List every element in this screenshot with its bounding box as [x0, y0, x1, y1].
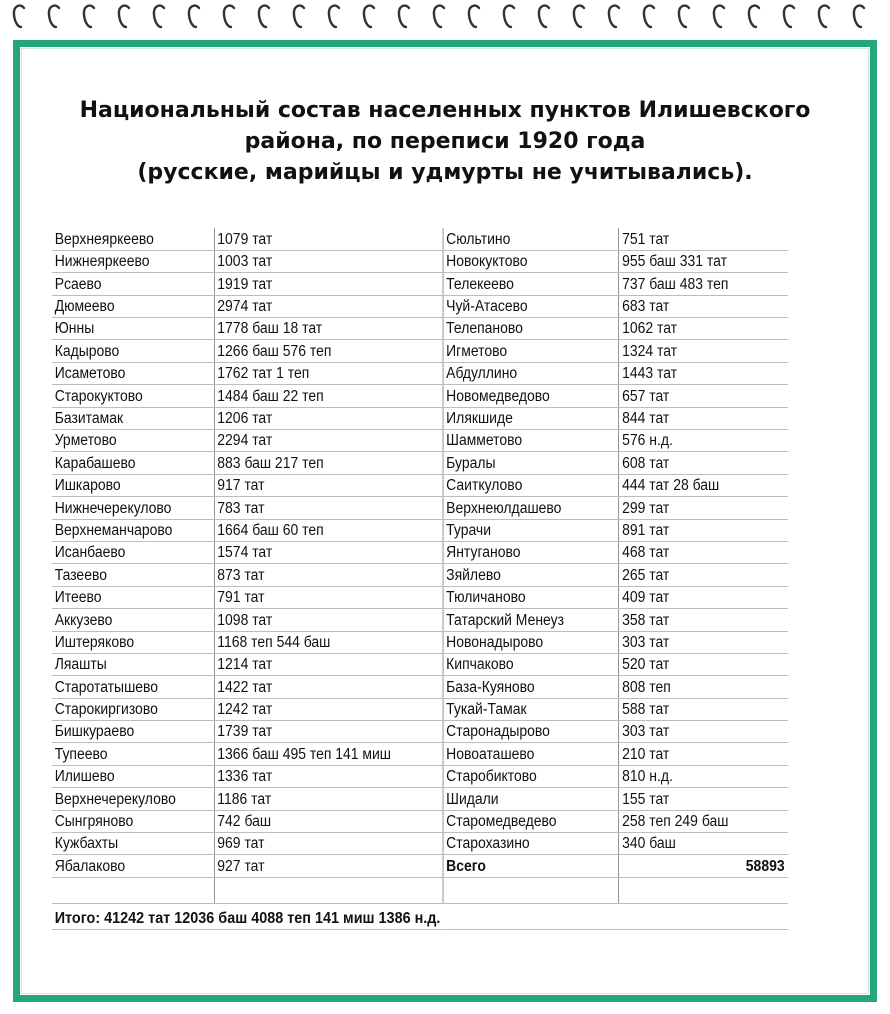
- settlement-name: Зяйлево: [443, 564, 619, 586]
- population-value: 751 тат: [619, 228, 788, 250]
- settlement-name: Кужбахты: [52, 833, 214, 855]
- spiral-ring: [259, 6, 269, 27]
- settlement-name: Абдуллино: [443, 362, 619, 384]
- table-row: [52, 250, 788, 272]
- settlement-name: Шидали: [443, 788, 619, 810]
- table-row: [52, 765, 788, 787]
- spiral-ring: [434, 6, 444, 27]
- settlement-name: Илякшиде: [443, 407, 619, 429]
- spiral-ring: [294, 6, 304, 27]
- grand-total-label: Всего: [443, 855, 619, 877]
- spiral-ring: [154, 6, 164, 27]
- settlement-name: Телекеево: [443, 273, 619, 295]
- settlement-name: Янтуганово: [443, 541, 619, 563]
- settlement-name: Верхнеюлдашево: [443, 497, 619, 519]
- spiral-ring: [84, 6, 94, 27]
- population-value: 1778 баш 18 тат: [214, 318, 443, 340]
- settlement-name: Иштеряково: [52, 631, 214, 653]
- population-value: 1266 баш 576 теп: [214, 340, 443, 362]
- population-value: 883 баш 217 теп: [214, 452, 443, 474]
- spiral-ring: [189, 6, 199, 27]
- empty-cell: [214, 877, 443, 903]
- settlement-name: База-Куяново: [443, 676, 619, 698]
- spiral-ring: [679, 6, 689, 27]
- document-frame: [13, 40, 877, 1002]
- population-value: 969 тат: [214, 833, 443, 855]
- population-value: 808 теп: [619, 676, 788, 698]
- population-value: 1664 баш 60 теп: [214, 519, 443, 541]
- table-row: [52, 810, 788, 832]
- settlement-name: Игметово: [443, 340, 619, 362]
- spiral-binding: [0, 0, 890, 34]
- spiral-ring: [469, 6, 479, 27]
- empty-cell: [443, 877, 619, 903]
- population-value: 683 тат: [619, 295, 788, 317]
- table-row: [52, 743, 788, 765]
- table-row: [52, 407, 788, 429]
- settlement-name: Верхнеяркеево: [52, 228, 214, 250]
- settlement-name: Старотатышево: [52, 676, 214, 698]
- table-row: [52, 586, 788, 608]
- population-value: 1098 тат: [214, 609, 443, 631]
- table-row: [52, 609, 788, 631]
- settlement-name: Дюмеево: [52, 295, 214, 317]
- settlement-name: Рсаево: [52, 273, 214, 295]
- spiral-ring: [749, 6, 759, 27]
- settlement-name: Исанбаево: [52, 541, 214, 563]
- population-value: 409 тат: [619, 586, 788, 608]
- spiral-ring: [399, 6, 409, 27]
- settlement-name: Илишево: [52, 765, 214, 787]
- population-value: 1242 тат: [214, 698, 443, 720]
- settlement-name: Ляашты: [52, 653, 214, 675]
- empty-cell: [52, 877, 214, 903]
- settlement-name: Татарский Менеуз: [443, 609, 619, 631]
- settlement-name: Новонадырово: [443, 631, 619, 653]
- settlement-name: Тазеево: [52, 564, 214, 586]
- spiral-ring: [714, 6, 724, 27]
- settlement-name: Новоаташево: [443, 743, 619, 765]
- population-value: 891 тат: [619, 519, 788, 541]
- population-value: 873 тат: [214, 564, 443, 586]
- table-row: [52, 362, 788, 384]
- population-value: 1336 тат: [214, 765, 443, 787]
- population-value: 2974 тат: [214, 295, 443, 317]
- settlement-name: Итеево: [52, 586, 214, 608]
- population-value: 917 тат: [214, 474, 443, 496]
- empty-cell: [619, 903, 788, 929]
- population-value: 1079 тат: [214, 228, 443, 250]
- title-line-3: (русские, марийцы и удмурты не учитывались).: [137, 160, 753, 185]
- settlement-name: Ябалаково: [52, 855, 214, 877]
- table-row: [52, 788, 788, 810]
- table-row: [52, 631, 788, 653]
- settlement-name: Кипчаково: [443, 653, 619, 675]
- population-value: 1206 тат: [214, 407, 443, 429]
- settlement-name: Нижнечерекулово: [52, 497, 214, 519]
- population-value: 358 тат: [619, 609, 788, 631]
- settlement-name: Верхнечерекулово: [52, 788, 214, 810]
- settlement-name: Тукай-Тамак: [443, 698, 619, 720]
- table-row: [52, 676, 788, 698]
- settlement-name: Старомедведево: [443, 810, 619, 832]
- population-value: 303 тат: [619, 631, 788, 653]
- summary-text: Итого: 41242 тат 12036 баш 4088 теп 141 миш 1386 н.д.: [52, 903, 619, 929]
- spiral-ring: [504, 6, 514, 27]
- table-row: [52, 541, 788, 563]
- population-value: 737 баш 483 теп: [619, 273, 788, 295]
- settlement-name: Юнны: [52, 318, 214, 340]
- population-value: 1003 тат: [214, 250, 443, 272]
- settlement-name: Телепаново: [443, 318, 619, 340]
- population-value: 1214 тат: [214, 653, 443, 675]
- settlement-name: Старокиргизово: [52, 698, 214, 720]
- table-row: [52, 474, 788, 496]
- table-row: [52, 452, 788, 474]
- title-line-1: Национальный состав населенных пунктов Илишевского: [79, 98, 811, 123]
- settlement-name: Исаметово: [52, 362, 214, 384]
- table-row: [52, 228, 788, 250]
- population-value: 265 тат: [619, 564, 788, 586]
- population-value: 742 баш: [214, 810, 443, 832]
- settlement-name: Старохазино: [443, 833, 619, 855]
- population-value: 783 тат: [214, 497, 443, 519]
- population-value: 1739 тат: [214, 721, 443, 743]
- table-row: [52, 698, 788, 720]
- population-value: 844 тат: [619, 407, 788, 429]
- population-value: 1422 тат: [214, 676, 443, 698]
- spiral-ring: [574, 6, 584, 27]
- population-value: 657 тат: [619, 385, 788, 407]
- spiral-ring: [364, 6, 374, 27]
- population-value: 155 тат: [619, 788, 788, 810]
- grand-total-value: 58893: [619, 855, 788, 877]
- spiral-ring: [819, 6, 829, 27]
- settlement-name: Шамметово: [443, 430, 619, 452]
- spiral-ring: [854, 6, 864, 27]
- settlement-name: Кадырово: [52, 340, 214, 362]
- settlement-name: Нижнеяркеево: [52, 250, 214, 272]
- settlement-name: Базитамак: [52, 407, 214, 429]
- spiral-ring: [644, 6, 654, 27]
- summary-row: [52, 903, 788, 929]
- spiral-ring: [329, 6, 339, 27]
- settlement-name: Турачи: [443, 519, 619, 541]
- spiral-ring: [784, 6, 794, 27]
- population-value: 520 тат: [619, 653, 788, 675]
- population-value: 1186 тат: [214, 788, 443, 810]
- population-value: 1919 тат: [214, 273, 443, 295]
- page-title: [20, 95, 870, 188]
- spiral-ring: [14, 6, 24, 27]
- population-value: 1574 тат: [214, 541, 443, 563]
- spiral-ring: [224, 6, 234, 27]
- table-row: [52, 497, 788, 519]
- settlement-name: Чуй-Атасево: [443, 295, 619, 317]
- settlement-name: Буралы: [443, 452, 619, 474]
- settlement-name: Тюличаново: [443, 586, 619, 608]
- spiral-ring: [119, 6, 129, 27]
- table-row: [52, 564, 788, 586]
- table-row: [52, 295, 788, 317]
- settlement-name: Новомедведово: [443, 385, 619, 407]
- settlement-name: Бишкураево: [52, 721, 214, 743]
- census-table: [52, 228, 788, 930]
- population-value: 1168 теп 544 баш: [214, 631, 443, 653]
- spiral-ring: [539, 6, 549, 27]
- population-value: 1062 тат: [619, 318, 788, 340]
- table-row: [52, 519, 788, 541]
- population-value: 1443 тат: [619, 362, 788, 384]
- population-value: 588 тат: [619, 698, 788, 720]
- settlement-name: Аккузево: [52, 609, 214, 631]
- table-row: [52, 273, 788, 295]
- settlement-name: Сынгряново: [52, 810, 214, 832]
- table-row: [52, 340, 788, 362]
- table-row: [52, 318, 788, 340]
- population-value: 608 тат: [619, 452, 788, 474]
- population-value: 444 тат 28 баш: [619, 474, 788, 496]
- population-value: 303 тат: [619, 721, 788, 743]
- empty-cell: [619, 877, 788, 903]
- table-row: [52, 653, 788, 675]
- table-row: [52, 385, 788, 407]
- spiral-ring: [49, 6, 59, 27]
- table-row: [52, 855, 788, 877]
- settlement-name: Старокуктово: [52, 385, 214, 407]
- population-value: 955 баш 331 тат: [619, 250, 788, 272]
- population-value: 1762 тат 1 теп: [214, 362, 443, 384]
- population-value: 1484 баш 22 теп: [214, 385, 443, 407]
- population-value: 468 тат: [619, 541, 788, 563]
- population-value: 258 теп 249 баш: [619, 810, 788, 832]
- settlement-name: Сюльтино: [443, 228, 619, 250]
- table-row: [52, 430, 788, 452]
- population-value: 299 тат: [619, 497, 788, 519]
- settlement-name: Новокуктово: [443, 250, 619, 272]
- population-value: 576 н.д.: [619, 430, 788, 452]
- population-value: 1366 баш 495 теп 141 миш: [214, 743, 443, 765]
- settlement-name: Тупеево: [52, 743, 214, 765]
- settlement-name: Старобиктово: [443, 765, 619, 787]
- population-value: 791 тат: [214, 586, 443, 608]
- settlement-name: Ишкарово: [52, 474, 214, 496]
- settlement-name: Старонадырово: [443, 721, 619, 743]
- population-value: 2294 тат: [214, 430, 443, 452]
- settlement-name: Верхнеманчарово: [52, 519, 214, 541]
- table-row: [52, 721, 788, 743]
- population-value: 927 тат: [214, 855, 443, 877]
- table-row: [52, 833, 788, 855]
- settlement-name: Карабашево: [52, 452, 214, 474]
- blank-row: [52, 877, 788, 903]
- population-value: 340 баш: [619, 833, 788, 855]
- population-value: 1324 тат: [619, 340, 788, 362]
- population-value: 810 н.д.: [619, 765, 788, 787]
- spiral-ring: [609, 6, 619, 27]
- title-line-2: района, по переписи 1920 года: [244, 129, 646, 154]
- settlement-name: Саиткулово: [443, 474, 619, 496]
- population-value: 210 тат: [619, 743, 788, 765]
- settlement-name: Урметово: [52, 430, 214, 452]
